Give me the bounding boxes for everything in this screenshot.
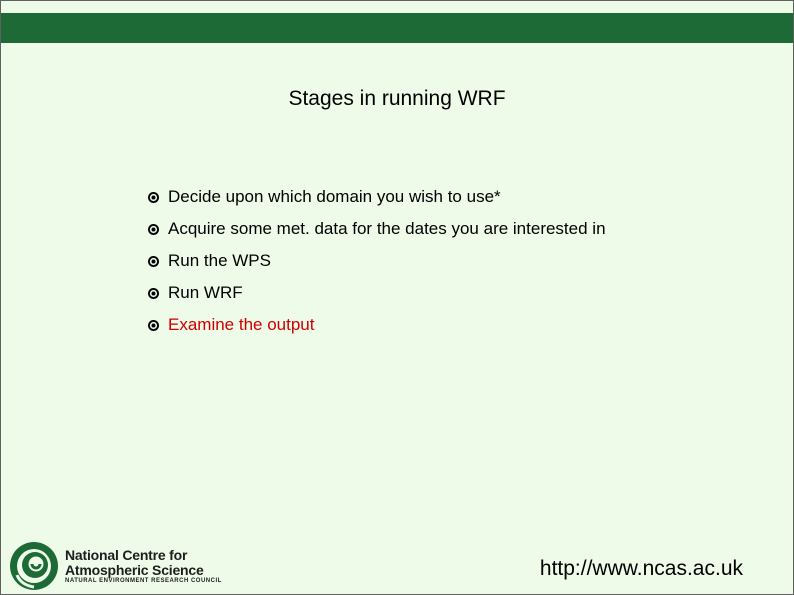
target-bullet-icon xyxy=(147,319,160,332)
target-bullet-icon xyxy=(147,223,160,236)
logo-text-line2: Atmospheric Science xyxy=(65,562,204,578)
logo-text-line1: National Centre for xyxy=(65,547,188,563)
bullet-text: Acquire some met. data for the dates you are interested in xyxy=(168,219,606,238)
ncas-swirl-logo-icon xyxy=(9,541,59,591)
target-bullet-icon xyxy=(147,287,160,300)
ncas-logo xyxy=(9,541,234,591)
bullet-text: Decide upon which domain you wish to use* xyxy=(168,187,501,206)
slide-title: Stages in running WRF xyxy=(288,87,506,110)
bullet-list xyxy=(147,181,606,341)
website-url: http://www.ncas.ac.uk xyxy=(539,557,743,580)
bullet-item-run-wps xyxy=(147,245,606,277)
bullet-item-run-wrf xyxy=(147,277,606,309)
target-bullet-icon xyxy=(147,255,160,268)
bullet-text: Examine the output xyxy=(168,315,315,334)
logo-text-line3: NATURAL ENVIRONMENT RESEARCH COUNCIL xyxy=(65,578,222,584)
bullet-item-examine-output xyxy=(147,309,606,341)
bullet-item-domain xyxy=(147,181,606,213)
target-bullet-icon xyxy=(147,191,160,204)
top-bar xyxy=(1,13,793,43)
bullet-text: Run WRF xyxy=(168,283,243,302)
bullet-text: Run the WPS xyxy=(168,251,271,270)
bullet-item-met-data xyxy=(147,213,606,245)
